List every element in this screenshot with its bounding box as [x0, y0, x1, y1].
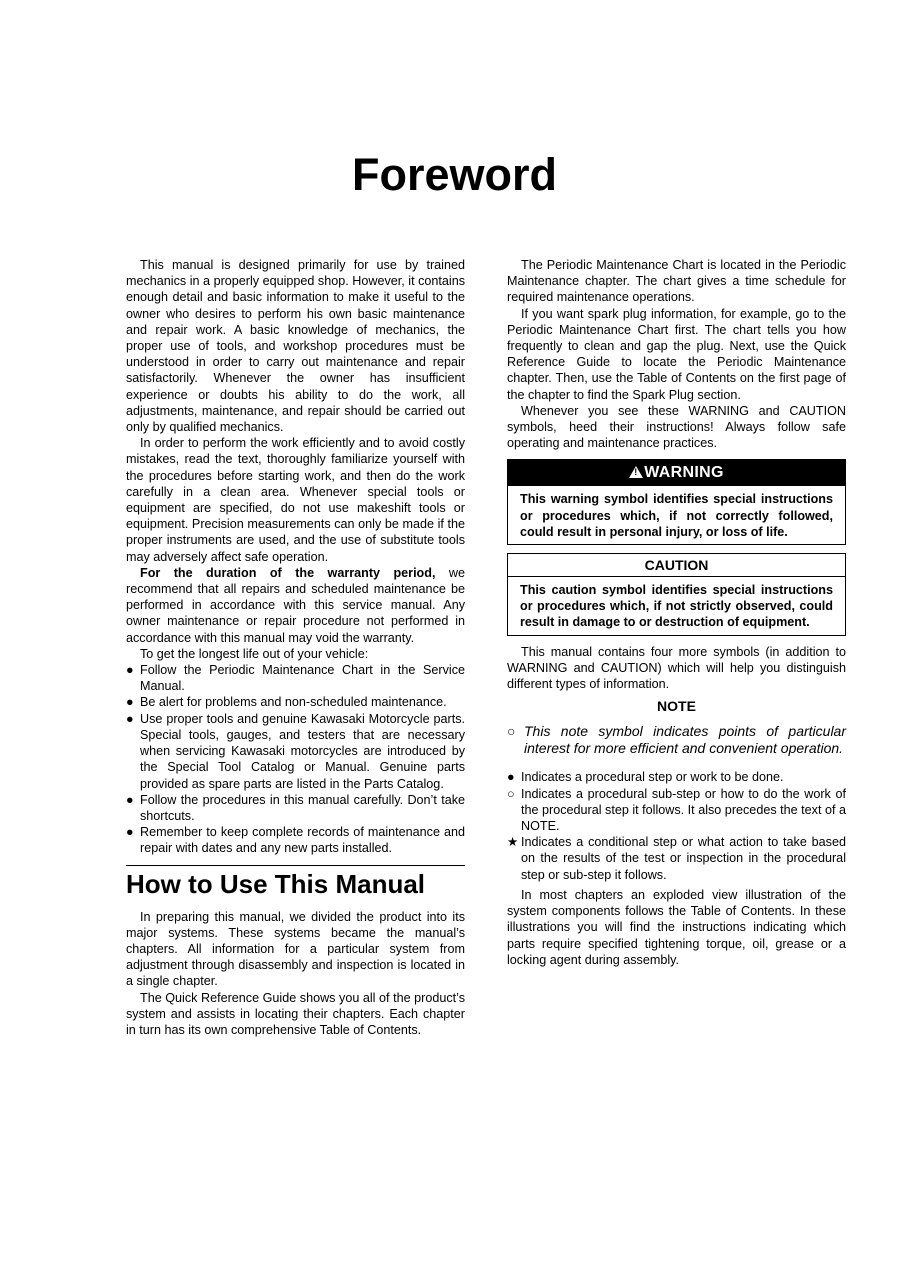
list-item: ● Be alert for problems and non-scheduled maintenance.: [126, 695, 447, 710]
chart-location-paragraph: The Periodic Maintenance Chart is located in the Periodic Maintenance chapter. The chart gives a time schedule for required maintenance operations.: [507, 258, 846, 305]
note-heading: NOTE: [657, 698, 696, 715]
warranty-paragraph: [126, 565, 465, 646]
warranty-bold-text: For the duration of the warranty period,: [140, 565, 436, 580]
list-item: ○ Indicates a procedural sub-step or how to do the work of the procedural step it follows. It also precedes the text of a NOTE.: [507, 786, 846, 834]
hollow-circle-icon: ○: [507, 786, 515, 801]
hollow-circle-icon: ○: [507, 723, 516, 740]
list-item: ● Use proper tools and genuine Kawasaki Motorcycle parts. Special tools, gauges, and testers that are necessary when servicing Kawasaki motorcycles are introduced by the Special Tool Catalog or Manual. Genuine parts provided as spare parts are listed in the Parts Catalog.: [126, 711, 465, 791]
star-icon: ★: [507, 835, 519, 850]
four-symbols-paragraph: This manual contains four more symbols (in addition to WARNING and CAUTION) which will help you distinguish different types of information.: [507, 644, 846, 692]
note-item: ○ This note symbol indicates points of particular interest for more efficient and convenient operation.: [507, 723, 846, 757]
bullet-icon: ●: [126, 695, 134, 710]
caution-box: [507, 553, 846, 636]
caution-text: This caution symbol identifies special instructions or procedures which, if not strictly observed, could result in damage to or destruction of equipment.: [520, 583, 833, 630]
warranty-text: we recommend that all repairs and scheduled maintenance be performed in accordance with this service manual. Any owner maintenance or repair procedure not performed in accordance with this manual may void the warranty.: [126, 565, 465, 645]
list-item: ● Follow the Periodic Maintenance Chart in the Service Manual.: [126, 663, 465, 694]
quick-reference-paragraph: The Quick Reference Guide shows you all of the product’s system and assists in locating their chapters. Each chapter in turn has its own comprehensive Table of Contents.: [126, 990, 465, 1037]
warning-header: !WARNING: [508, 460, 845, 486]
page-title: Foreword: [351, 149, 557, 200]
intro-paragraph: This manual is designed primarily for use by trained mechanics in a properly equipped shop. However, it contains enough detail and basic information to make it useful to the owner who desires to perform his own basic maintenance and repair work. A basic knowledge of mechanics, the proper use of tools, and workshop procedures must be understood in order to carry out maintenance and repair satisfactorily. Whenever the owner has insufficient experience or doubts his ability to do the work, all adjustments, maintenance, and repair should be carried out only by qualified mechanics.: [126, 258, 465, 435]
spark-plug-paragraph: If you want spark plug information, for example, go to the Periodic Maintenance Chart first. The chart tells you how frequently to clean and gap the plug. Next, use the Quick Reference Guide to locate the Periodic Maintenance chapter. Then, use the Table of Contents on the first page of the chapter to find the Spark Plug section.: [507, 306, 846, 402]
efficiency-paragraph: In order to perform the work efficiently and to avoid costly mistakes, read the text, thoroughly familiarize yourself with the procedures before starting work, and then do the work carefully in a clean area. Whenever special tools or equipment are specified, do not use makeshift tools or equipment. Precision measurements can only be made if the proper instruments are used, and the use of substitute tools may adversely affect safe operation.: [126, 436, 465, 564]
bullet-icon: ●: [126, 792, 134, 807]
bullet-icon: ●: [126, 825, 134, 840]
right-column: [507, 257, 846, 968]
systems-paragraph: In preparing this manual, we divided the product into its major systems. These systems became the manual’s chapters. All information for a particular system from adjustment through disassembly and inspection is located in a single chapter.: [126, 909, 465, 989]
warning-triangle-icon: [629, 466, 643, 478]
bullet-icon: ●: [126, 711, 134, 726]
caution-header: CAUTION: [508, 554, 845, 577]
longest-life-paragraph: To get the longest life out of your vehicle:: [140, 646, 369, 661]
maintenance-bullet-list: [126, 662, 465, 856]
bullet-icon: ●: [126, 663, 134, 678]
section-heading: How to Use This Manual: [126, 865, 465, 900]
filled-circle-icon: ●: [507, 770, 515, 785]
warning-text: This warning symbol identifies special instructions or procedures which, if not correctly followed, could result in personal injury, or loss of life.: [520, 492, 833, 539]
list-item: ● Remember to keep complete records of maintenance and repair with dates and any new parts installed.: [126, 825, 465, 856]
left-column: [126, 257, 465, 1038]
exploded-view-paragraph: In most chapters an exploded view illustration of the system components follows the Table of Contents. In these illustrations you will find the instructions indicating which parts require specified tightening torque, oil, grease or a locking agent during assembly.: [507, 887, 846, 967]
symbols-intro-paragraph: Whenever you see these WARNING and CAUTION symbols, heed their instructions! Always follow safe operating and maintenance practices.: [507, 403, 846, 451]
list-item: ● Follow the procedures in this manual carefully. Don’t take shortcuts.: [126, 792, 465, 823]
list-item: ★ Indicates a conditional step or what action to take based on the results of the test or inspection in the procedural step or sub-step it follows.: [507, 835, 846, 882]
warning-box: [507, 459, 846, 545]
list-item: ● Indicates a procedural step or work to be done.: [507, 770, 784, 785]
symbol-list: [507, 769, 846, 882]
